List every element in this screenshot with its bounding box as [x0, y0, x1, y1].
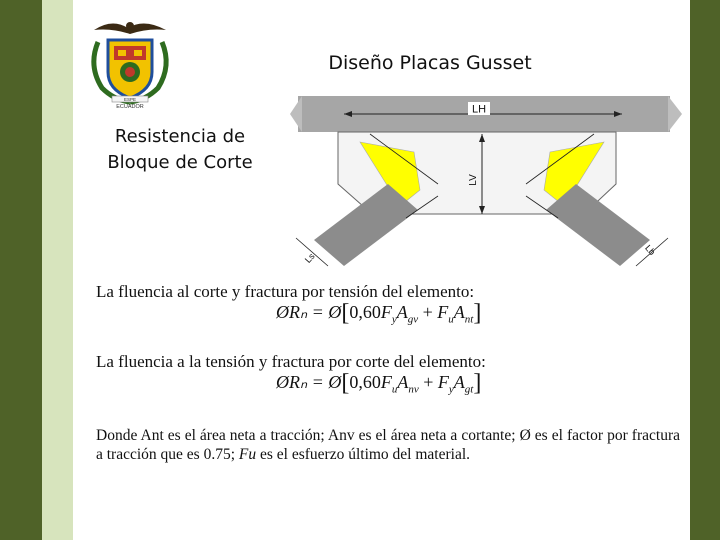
slide-subtitle [88, 124, 272, 176]
paragraph-tension-yield: La fluencia a la tensión y fractura por corte del elemento: [96, 352, 486, 371]
subtitle-line-2: Bloque de Corte [107, 152, 253, 173]
label-ls: Ls [302, 251, 317, 265]
label-lv: LV [468, 174, 479, 186]
logo-small-text: ESPE [123, 97, 137, 102]
university-seal-logo [84, 16, 176, 110]
formula-shear-yield: ØRₙ = $Ø[0,60F_yA_{gv} + F_uA_{nt}]$ [276, 300, 482, 326]
subtitle-line-1: Resistencia de [114, 126, 246, 147]
gusset-plate-diagram [288, 88, 684, 270]
formula-1-lhs: ØRₙ = Ø [276, 302, 342, 322]
formula-2-coef: 0,60 [349, 372, 381, 392]
logo-caption: ECUADOR [116, 104, 144, 110]
label-lh: LH [471, 103, 487, 116]
formula-2-lhs: ØRₙ = Ø [276, 372, 342, 392]
slide-title: Diseño Placas Gusset [328, 52, 532, 74]
left-divider [73, 0, 75, 540]
left-dark-band [0, 0, 42, 540]
left-light-band [42, 0, 73, 540]
formula-tension-yield: ØRₙ = $Ø[0,60F_uA_{nv} + F_yA_{gt}]$ [276, 370, 482, 396]
formula-1-coef: 0,60 [349, 302, 381, 322]
paragraph-definitions: Donde Ant es el área neta a tracción; Anv es el área neta a cortante; Ø es el factor por fractura a tracción que es 0.75; Fu es el esfuerzo último del material. [96, 427, 680, 463]
paragraph-shear-yield: La fluencia al corte y fractura por tensión del elemento: [96, 282, 475, 301]
label-lb: Lb [643, 242, 658, 258]
right-dark-band [690, 0, 720, 540]
